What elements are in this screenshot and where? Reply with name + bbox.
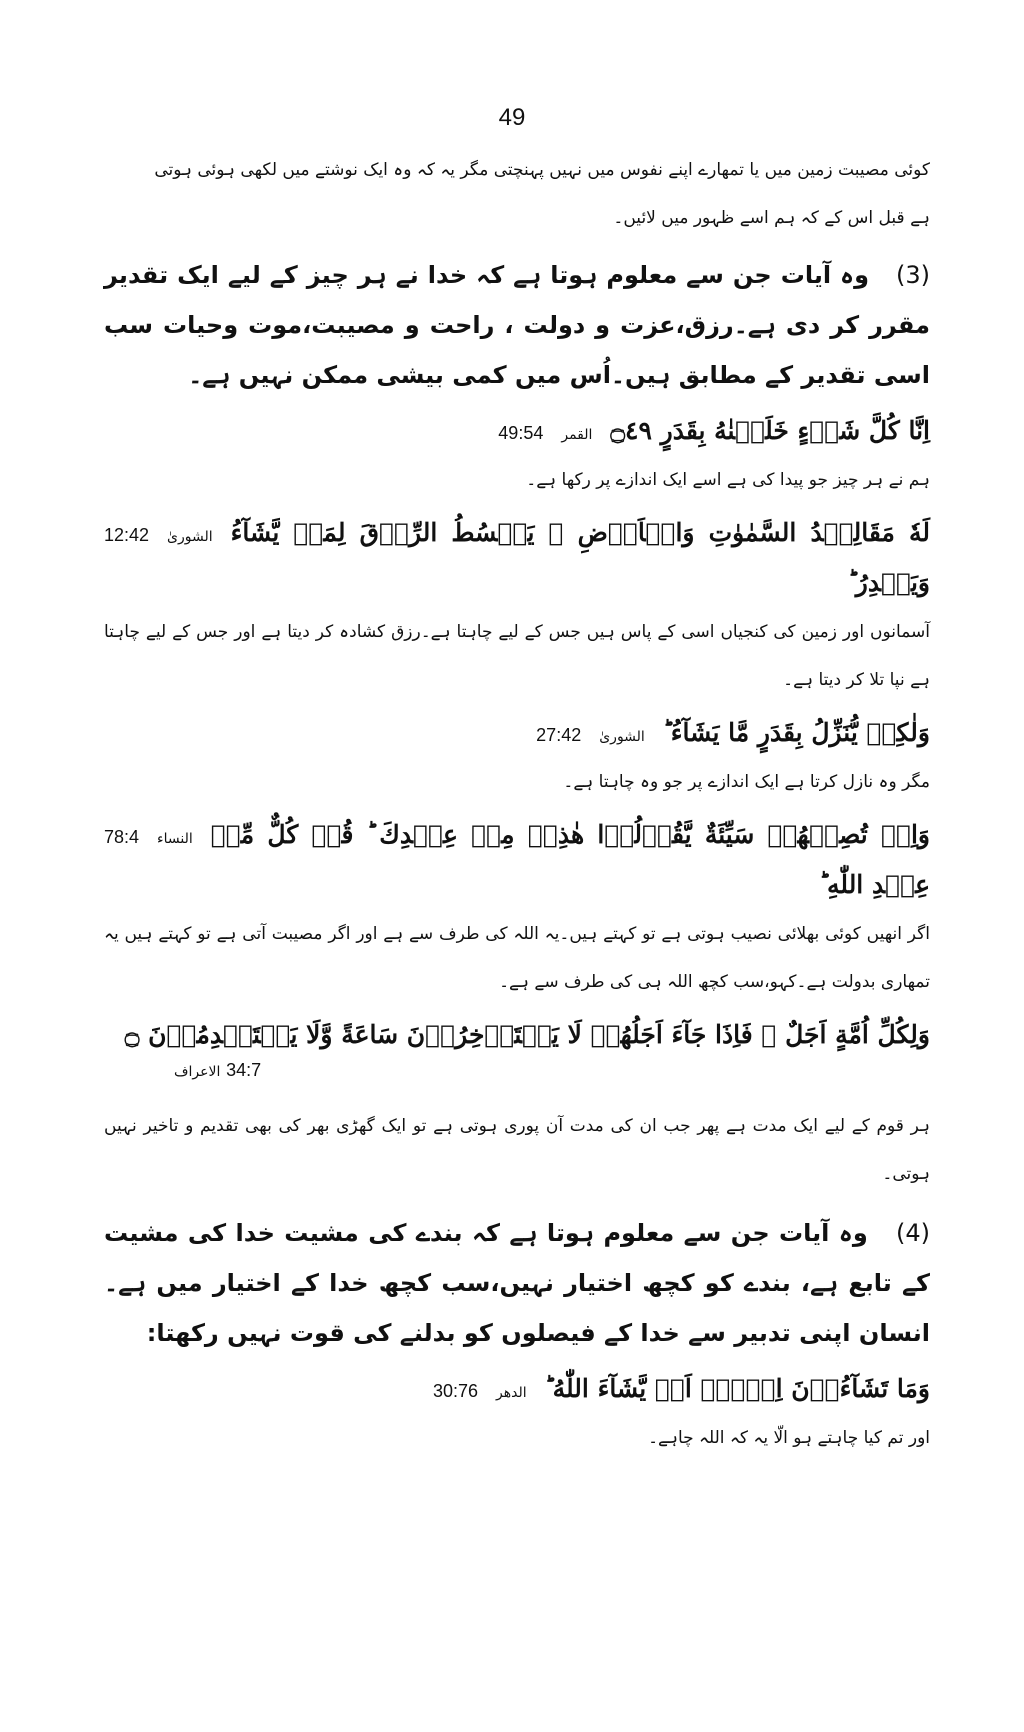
- section-4: [104, 1208, 930, 1358]
- quran-verse: وَلِکُلِّ اُمَّةٍ اَجَلٌ ۚ فَاِذَا جَآءَ اَجَلُهُمۡ لَا یَسۡتَاۡخِرُوۡنَ سَاعَةً وَّلَا یَسۡتَقۡدِمُوۡنَ ۝: [124, 1020, 930, 1049]
- paragraph-continuation: [104, 146, 930, 242]
- verse-translation: آسمانوں اور زمین کی کنجیاں اسی کے پاس ہیں جس کے لیے چاہتا ہے۔رزق کشادہ کر دیتا ہے اور جس کے لیے چاہتا ہے نپا تلا کر دیتا ہے۔: [104, 622, 930, 690]
- verse-line: [104, 708, 930, 758]
- section-number: (3): [896, 261, 930, 289]
- section-text: وہ آیات جن سے معلوم ہوتا ہے کہ خدا نے ہر چیز کے لیے ایک تقدیر مقرر کر دی ہے۔رزق،عزت و دولت ، راحت و مصیبت،موت وحیات سب اسی تقدیر کے مطابق ہیں۔اُس میں کمی بیشی ممکن نہیں ہے۔: [104, 261, 930, 389]
- surah-name: النساء: [157, 831, 193, 847]
- verse-reference: 34:7: [226, 1060, 262, 1080]
- section-number: (4): [896, 1219, 930, 1247]
- quran-verse: وَلٰکِنۡ یُّنَزِّلُ بِقَدَرٍ مَّا یَشَآءُ ؕ: [662, 718, 930, 747]
- surah-name: الدھر: [496, 1385, 527, 1401]
- verse-translation: ہر قوم کے لیے ایک مدت ہے پھر جب ان کی مدت آن پوری ہوتی ہے تو ایک گھڑی بھر کی بھی تقدیم و تاخیر نہیں ہوتی۔: [104, 1116, 930, 1184]
- verse-reference-line: [104, 1056, 930, 1086]
- paragraph-line: ہے قبل اس کے کہ ہم اسے ظہور میں لائیں۔: [613, 208, 930, 228]
- section-text: وہ آیات جن سے معلوم ہوتا ہے کہ بندے کی مشیت خدا کی مشیت کے تابع ہے، بندے کو کچھ اختیار نہیں،سب کچھ خدا کے اختیار میں ہے۔انسان اپنی تدبیر سے خدا کے فیصلوں کو بدلنے کی قوت نہیں رکھتا:: [104, 1219, 931, 1347]
- verse-line: [104, 1364, 930, 1414]
- verse-line: [104, 1010, 930, 1060]
- verse-line: [104, 508, 930, 608]
- verse-reference: 49:54: [498, 423, 544, 443]
- verse-reference: 27:42: [536, 725, 582, 745]
- verse-line: [104, 406, 930, 456]
- verse-line: [104, 810, 930, 910]
- page-body: [104, 146, 930, 1462]
- verse-translation: اگر انھیں کوئی بھلائی نصیب ہوتی ہے تو کہتے ہیں۔یہ اللہ کی طرف سے ہے اور اگر مصیبت آتی ہے تو کہتے ہیں یہ تمھاری بدولت ہے۔کہو،سب کچھ اللہ ہی کی طرف سے ہے۔: [104, 924, 930, 992]
- paragraph-line: کوئی مصیبت زمین میں یا تمھارے اپنے نفوس میں نہیں پہنچتی مگر یہ کہ وہ ایک نوشتے میں لکھی ہوئی ہوتی: [154, 160, 930, 180]
- surah-name: الاعراف: [174, 1064, 221, 1080]
- quran-verse: اِنَّا كُلَّ شَیۡءٍ خَلَقۡنٰهُ بِقَدَرٍ ۝٤٩: [610, 416, 930, 445]
- page-number: 49: [498, 104, 526, 131]
- surah-name: الشوریٰ: [599, 729, 645, 745]
- surah-name: القمر: [561, 427, 593, 443]
- section-3: [104, 250, 930, 400]
- verse-translation: مگر وہ نازل کرتا ہے ایک اندازے پر جو وہ چاہتا ہے۔: [563, 772, 930, 792]
- verse-reference: 12:42: [104, 525, 150, 545]
- verse-reference: 30:76: [433, 1381, 479, 1401]
- quran-verse: وَمَا تَشَآءُوۡنَ اِلَّاۤ اَنۡ یَّشَآءَ اللّٰهُ ؕ: [544, 1374, 930, 1403]
- quran-verse: وَاِنۡ تُصِبۡهُمۡ سَیِّئَةٌ یَّقُوۡلُوۡا هٰذِهٖ مِنۡ عِنۡدِكَ ؕ قُلۡ كُلٌّ مِّنۡ عِنۡدِ اللّٰهِ ؕ: [210, 820, 930, 899]
- verse-reference: 78:4: [104, 827, 140, 847]
- verse-translation: ہم نے ہر چیز جو پیدا کی ہے اسے ایک اندازے پر رکھا ہے۔: [526, 470, 930, 490]
- surah-name: الشوریٰ: [167, 529, 213, 545]
- quran-verse: لَهٗ مَقَالِیۡدُ السَّمٰوٰتِ وَالۡاَرۡضِ ۚ یَبۡسُطُ الرِّزۡقَ لِمَنۡ یَّشَآءُ وَیَقۡدِرُ ؕ: [230, 518, 930, 597]
- verse-translation: اور تم کیا چاہتے ہو الّا یہ کہ اللہ چاہے۔: [648, 1428, 930, 1448]
